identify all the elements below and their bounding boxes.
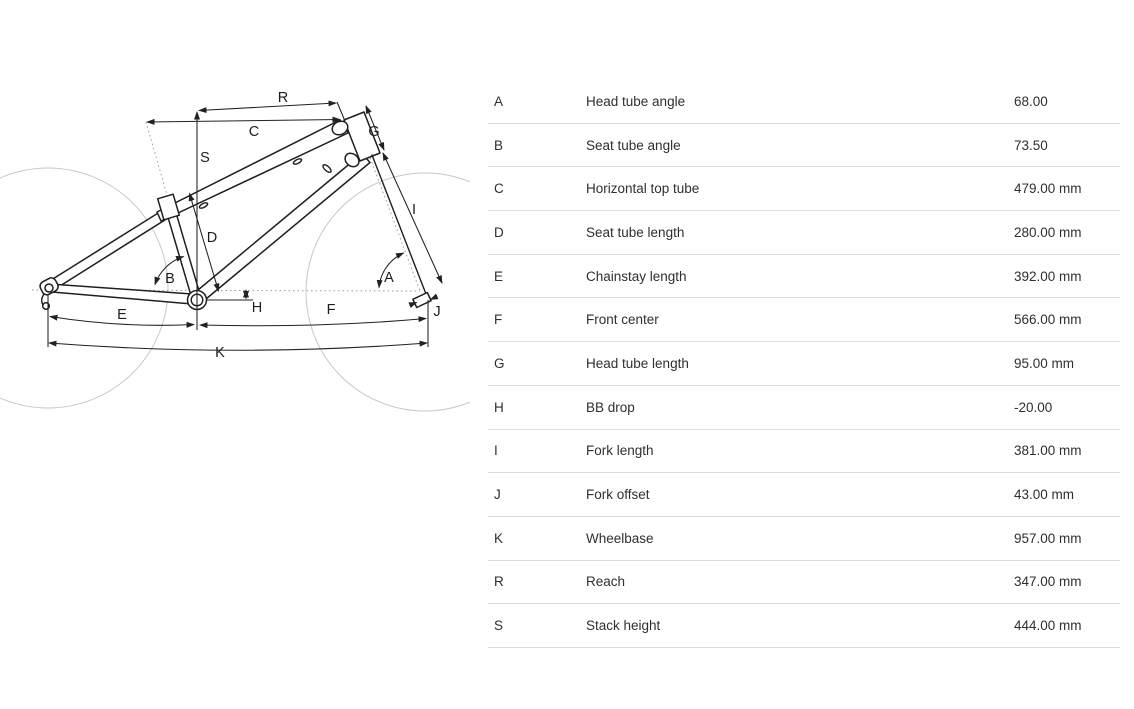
row-letter: I xyxy=(494,443,498,459)
row-value: 280.00 mm xyxy=(1014,224,1082,240)
geometry-table-row xyxy=(488,298,1120,342)
down-tube-cable-port xyxy=(322,163,333,173)
row-value: 957.00 mm xyxy=(1014,530,1082,546)
row-letter: K xyxy=(494,530,504,546)
label-head-angle: A xyxy=(384,270,394,286)
label-top-tube: C xyxy=(248,124,260,140)
dim-tick-fork-offset-right xyxy=(431,297,438,300)
row-letter: A xyxy=(494,93,504,109)
row-letter: F xyxy=(494,312,503,328)
row-value: 95.00 mm xyxy=(1014,355,1075,371)
label-fork-offset: J xyxy=(433,304,441,320)
row-value: 73.50 xyxy=(1014,137,1048,153)
dim-line-fork xyxy=(383,153,442,283)
label-reach: R xyxy=(277,90,289,106)
seat-stay-tube xyxy=(48,205,176,291)
label-bb-drop: H xyxy=(251,300,263,316)
row-value: 392.00 mm xyxy=(1014,268,1082,284)
label-chainstay: E xyxy=(117,307,127,323)
row-label: BB drop xyxy=(586,399,635,415)
geometry-table-row xyxy=(488,473,1120,517)
row-label: Head tube length xyxy=(586,355,689,371)
front-wheel-circle xyxy=(306,173,470,411)
row-value: 444.00 mm xyxy=(1014,618,1082,634)
chain-stay-tube xyxy=(50,284,192,304)
row-label: Horizontal top tube xyxy=(586,181,700,197)
geometry-table xyxy=(488,80,1120,648)
geometry-table-row xyxy=(488,80,1120,124)
dim-line-reach xyxy=(199,103,336,111)
geometry-table-row xyxy=(488,430,1120,474)
row-value: 68.00 xyxy=(1014,93,1048,109)
label-fork: I xyxy=(411,202,417,218)
geometry-table-row xyxy=(488,342,1120,386)
row-label: Reach xyxy=(586,574,626,590)
geometry-table-row xyxy=(488,211,1120,255)
geometry-table-row xyxy=(488,255,1120,299)
row-value: 347.00 mm xyxy=(1014,574,1082,590)
row-label: Wheelbase xyxy=(586,530,654,546)
row-label: Chainstay length xyxy=(586,268,687,284)
row-value: 381.00 mm xyxy=(1014,443,1082,459)
geometry-table-row xyxy=(488,561,1120,605)
label-head-tube: G xyxy=(368,124,380,140)
geometry-table-row xyxy=(488,386,1120,430)
head-top-extension-line xyxy=(337,102,345,121)
label-seat-angle: B xyxy=(165,271,175,287)
dim-line-top-tube xyxy=(147,120,340,123)
geometry-table-row xyxy=(488,604,1120,648)
row-value: 43.00 mm xyxy=(1014,487,1075,503)
geometry-table-row xyxy=(488,167,1120,211)
bike-geometry-diagram xyxy=(0,0,470,430)
row-label: Seat tube length xyxy=(586,224,685,240)
row-label: Stack height xyxy=(586,618,661,634)
row-letter: J xyxy=(494,487,501,503)
label-seat-tube: D xyxy=(206,230,218,246)
row-value: 479.00 mm xyxy=(1014,181,1082,197)
row-letter: H xyxy=(494,399,504,415)
row-label: Front center xyxy=(586,312,659,328)
label-front-center: F xyxy=(326,302,336,318)
row-label: Head tube angle xyxy=(586,93,686,109)
row-label: Fork length xyxy=(586,443,654,459)
row-letter: C xyxy=(494,181,504,197)
row-letter: B xyxy=(494,137,504,153)
row-letter: S xyxy=(494,618,504,634)
label-wheelbase: K xyxy=(215,345,225,361)
label-stack: S xyxy=(200,150,210,166)
down-tube xyxy=(195,154,370,302)
geometry-table-row xyxy=(488,124,1120,168)
dim-line-wheelbase xyxy=(49,343,427,350)
row-letter: D xyxy=(494,224,504,240)
row-value: -20.00 xyxy=(1014,399,1053,415)
dim-line-front-center xyxy=(200,319,426,326)
row-label: Seat tube angle xyxy=(586,137,681,153)
row-letter: G xyxy=(494,355,505,371)
row-label: Fork offset xyxy=(586,487,650,503)
row-value: 566.00 mm xyxy=(1014,312,1082,328)
row-letter: E xyxy=(494,268,504,284)
geometry-table-row xyxy=(488,517,1120,561)
rear-axle xyxy=(45,284,53,292)
row-letter: R xyxy=(494,574,504,590)
